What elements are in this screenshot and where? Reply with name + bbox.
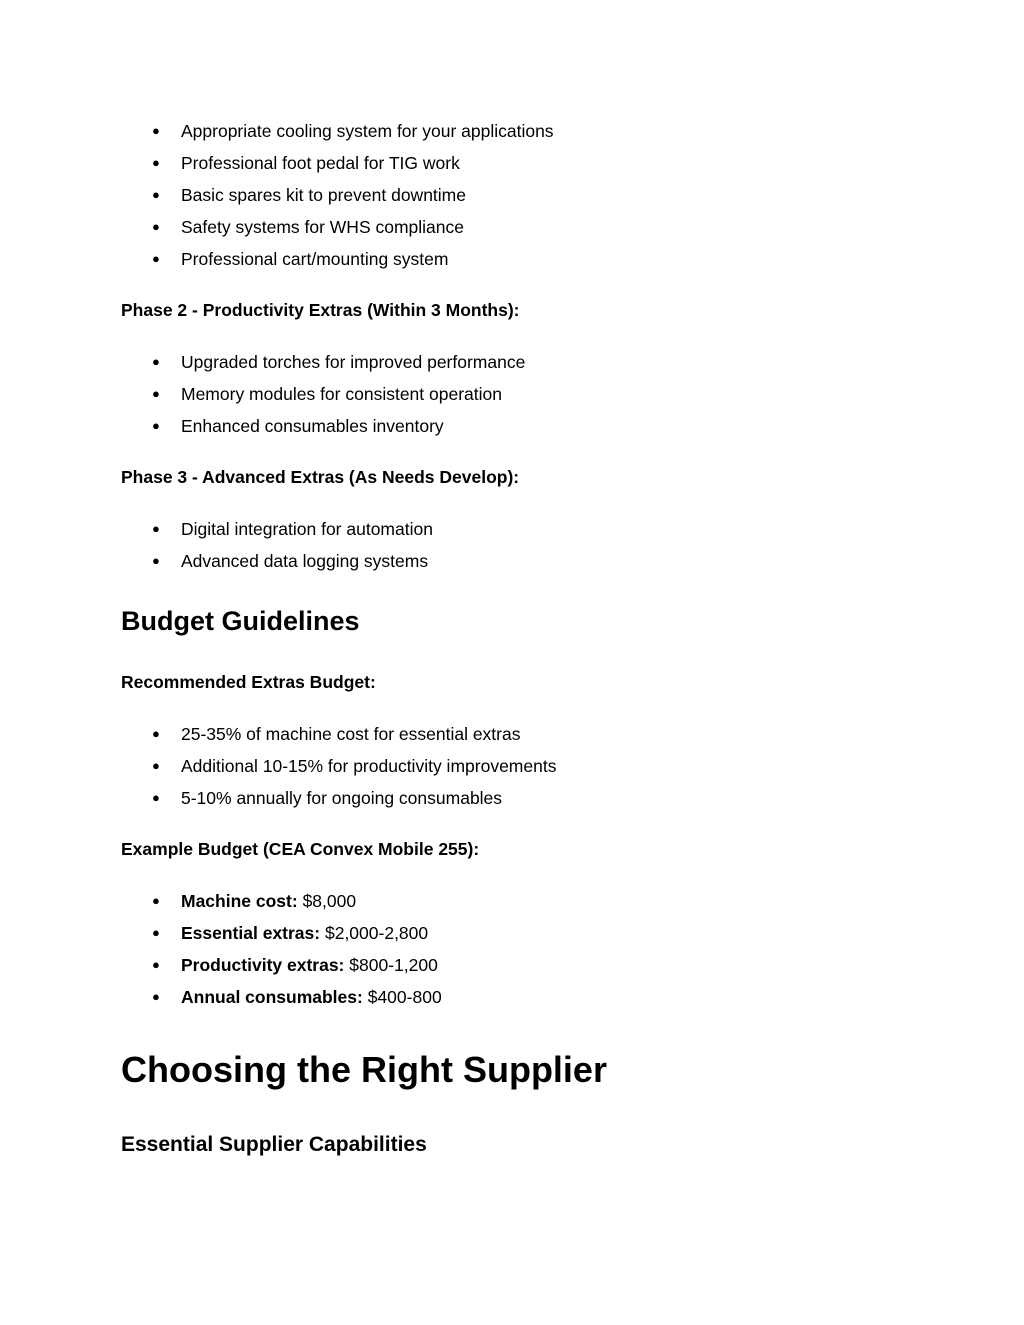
bullet-icon: ● bbox=[152, 989, 160, 1004]
supplier-heading: Choosing the Right Supplier bbox=[121, 1049, 607, 1090]
recommended-budget-heading: Recommended Extras Budget: bbox=[121, 672, 376, 692]
list-item: ● 25-35% of machine cost for essential extras bbox=[121, 718, 556, 750]
list-item: ● Basic spares kit to prevent downtime bbox=[121, 179, 554, 211]
list-item: ● Digital integration for automation bbox=[121, 513, 433, 545]
budget-item-value: $2,000-2,800 bbox=[324, 923, 429, 943]
bullet-icon: ● bbox=[152, 155, 160, 170]
list-item: ● Enhanced consumables inventory bbox=[121, 410, 525, 442]
essential-extras-list bbox=[121, 115, 554, 275]
list-item bbox=[121, 917, 442, 949]
list-item: ● Professional cart/mounting system bbox=[121, 243, 554, 275]
phase-2-heading: Phase 2 - Productivity Extras (Within 3 Months): bbox=[121, 300, 520, 320]
bullet-icon: ● bbox=[152, 418, 160, 433]
list-item: ● Upgraded torches for improved performance bbox=[121, 346, 525, 378]
budget-item-value: $800-1,200 bbox=[349, 955, 438, 975]
recommended-budget-list bbox=[121, 718, 556, 814]
bullet-icon: ● bbox=[152, 758, 160, 773]
bullet-icon: ● bbox=[152, 187, 160, 202]
bullet-icon: ● bbox=[152, 726, 160, 741]
example-budget-heading: Example Budget (CEA Convex Mobile 255): bbox=[121, 839, 480, 859]
example-budget-list bbox=[121, 885, 442, 1013]
supplier-capabilities-heading: Essential Supplier Capabilities bbox=[121, 1133, 427, 1156]
list-item bbox=[121, 885, 442, 917]
list-item: ● Additional 10-15% for productivity improvements bbox=[121, 750, 556, 782]
list-item: ● Safety systems for WHS compliance bbox=[121, 211, 554, 243]
bullet-icon: ● bbox=[152, 386, 160, 401]
bullet-icon: ● bbox=[152, 123, 160, 138]
bullet-icon: ● bbox=[152, 893, 160, 908]
list-item: ● Professional foot pedal for TIG work bbox=[121, 147, 554, 179]
list-item: ● Memory modules for consistent operation bbox=[121, 378, 525, 410]
list-item bbox=[121, 981, 442, 1013]
bullet-icon: ● bbox=[152, 521, 160, 536]
phase-2-list bbox=[121, 346, 525, 442]
bullet-icon: ● bbox=[152, 957, 160, 972]
budget-item-label: Annual consumables: bbox=[181, 987, 363, 1007]
list-item: ● Appropriate cooling system for your applications bbox=[121, 115, 554, 147]
bullet-icon: ● bbox=[152, 219, 160, 234]
bullet-icon: ● bbox=[152, 251, 160, 266]
list-item: ● Advanced data logging systems bbox=[121, 545, 433, 577]
bullet-icon: ● bbox=[152, 790, 160, 805]
budget-item-label: Productivity extras: bbox=[181, 955, 345, 975]
bullet-icon: ● bbox=[152, 553, 160, 568]
list-item: ● 5-10% annually for ongoing consumables bbox=[121, 782, 556, 814]
budget-item-label: Essential extras: bbox=[181, 923, 321, 943]
list-item bbox=[121, 949, 442, 981]
budget-item-value: $8,000 bbox=[302, 891, 357, 911]
budget-item-label: Machine cost: bbox=[181, 891, 298, 911]
phase-3-heading: Phase 3 - Advanced Extras (As Needs Develop): bbox=[121, 467, 520, 487]
budget-guidelines-heading: Budget Guidelines bbox=[121, 606, 360, 636]
bullet-icon: ● bbox=[152, 354, 160, 369]
budget-item-value: $400-800 bbox=[367, 987, 442, 1007]
phase-3-list bbox=[121, 513, 433, 577]
bullet-icon: ● bbox=[152, 925, 160, 940]
